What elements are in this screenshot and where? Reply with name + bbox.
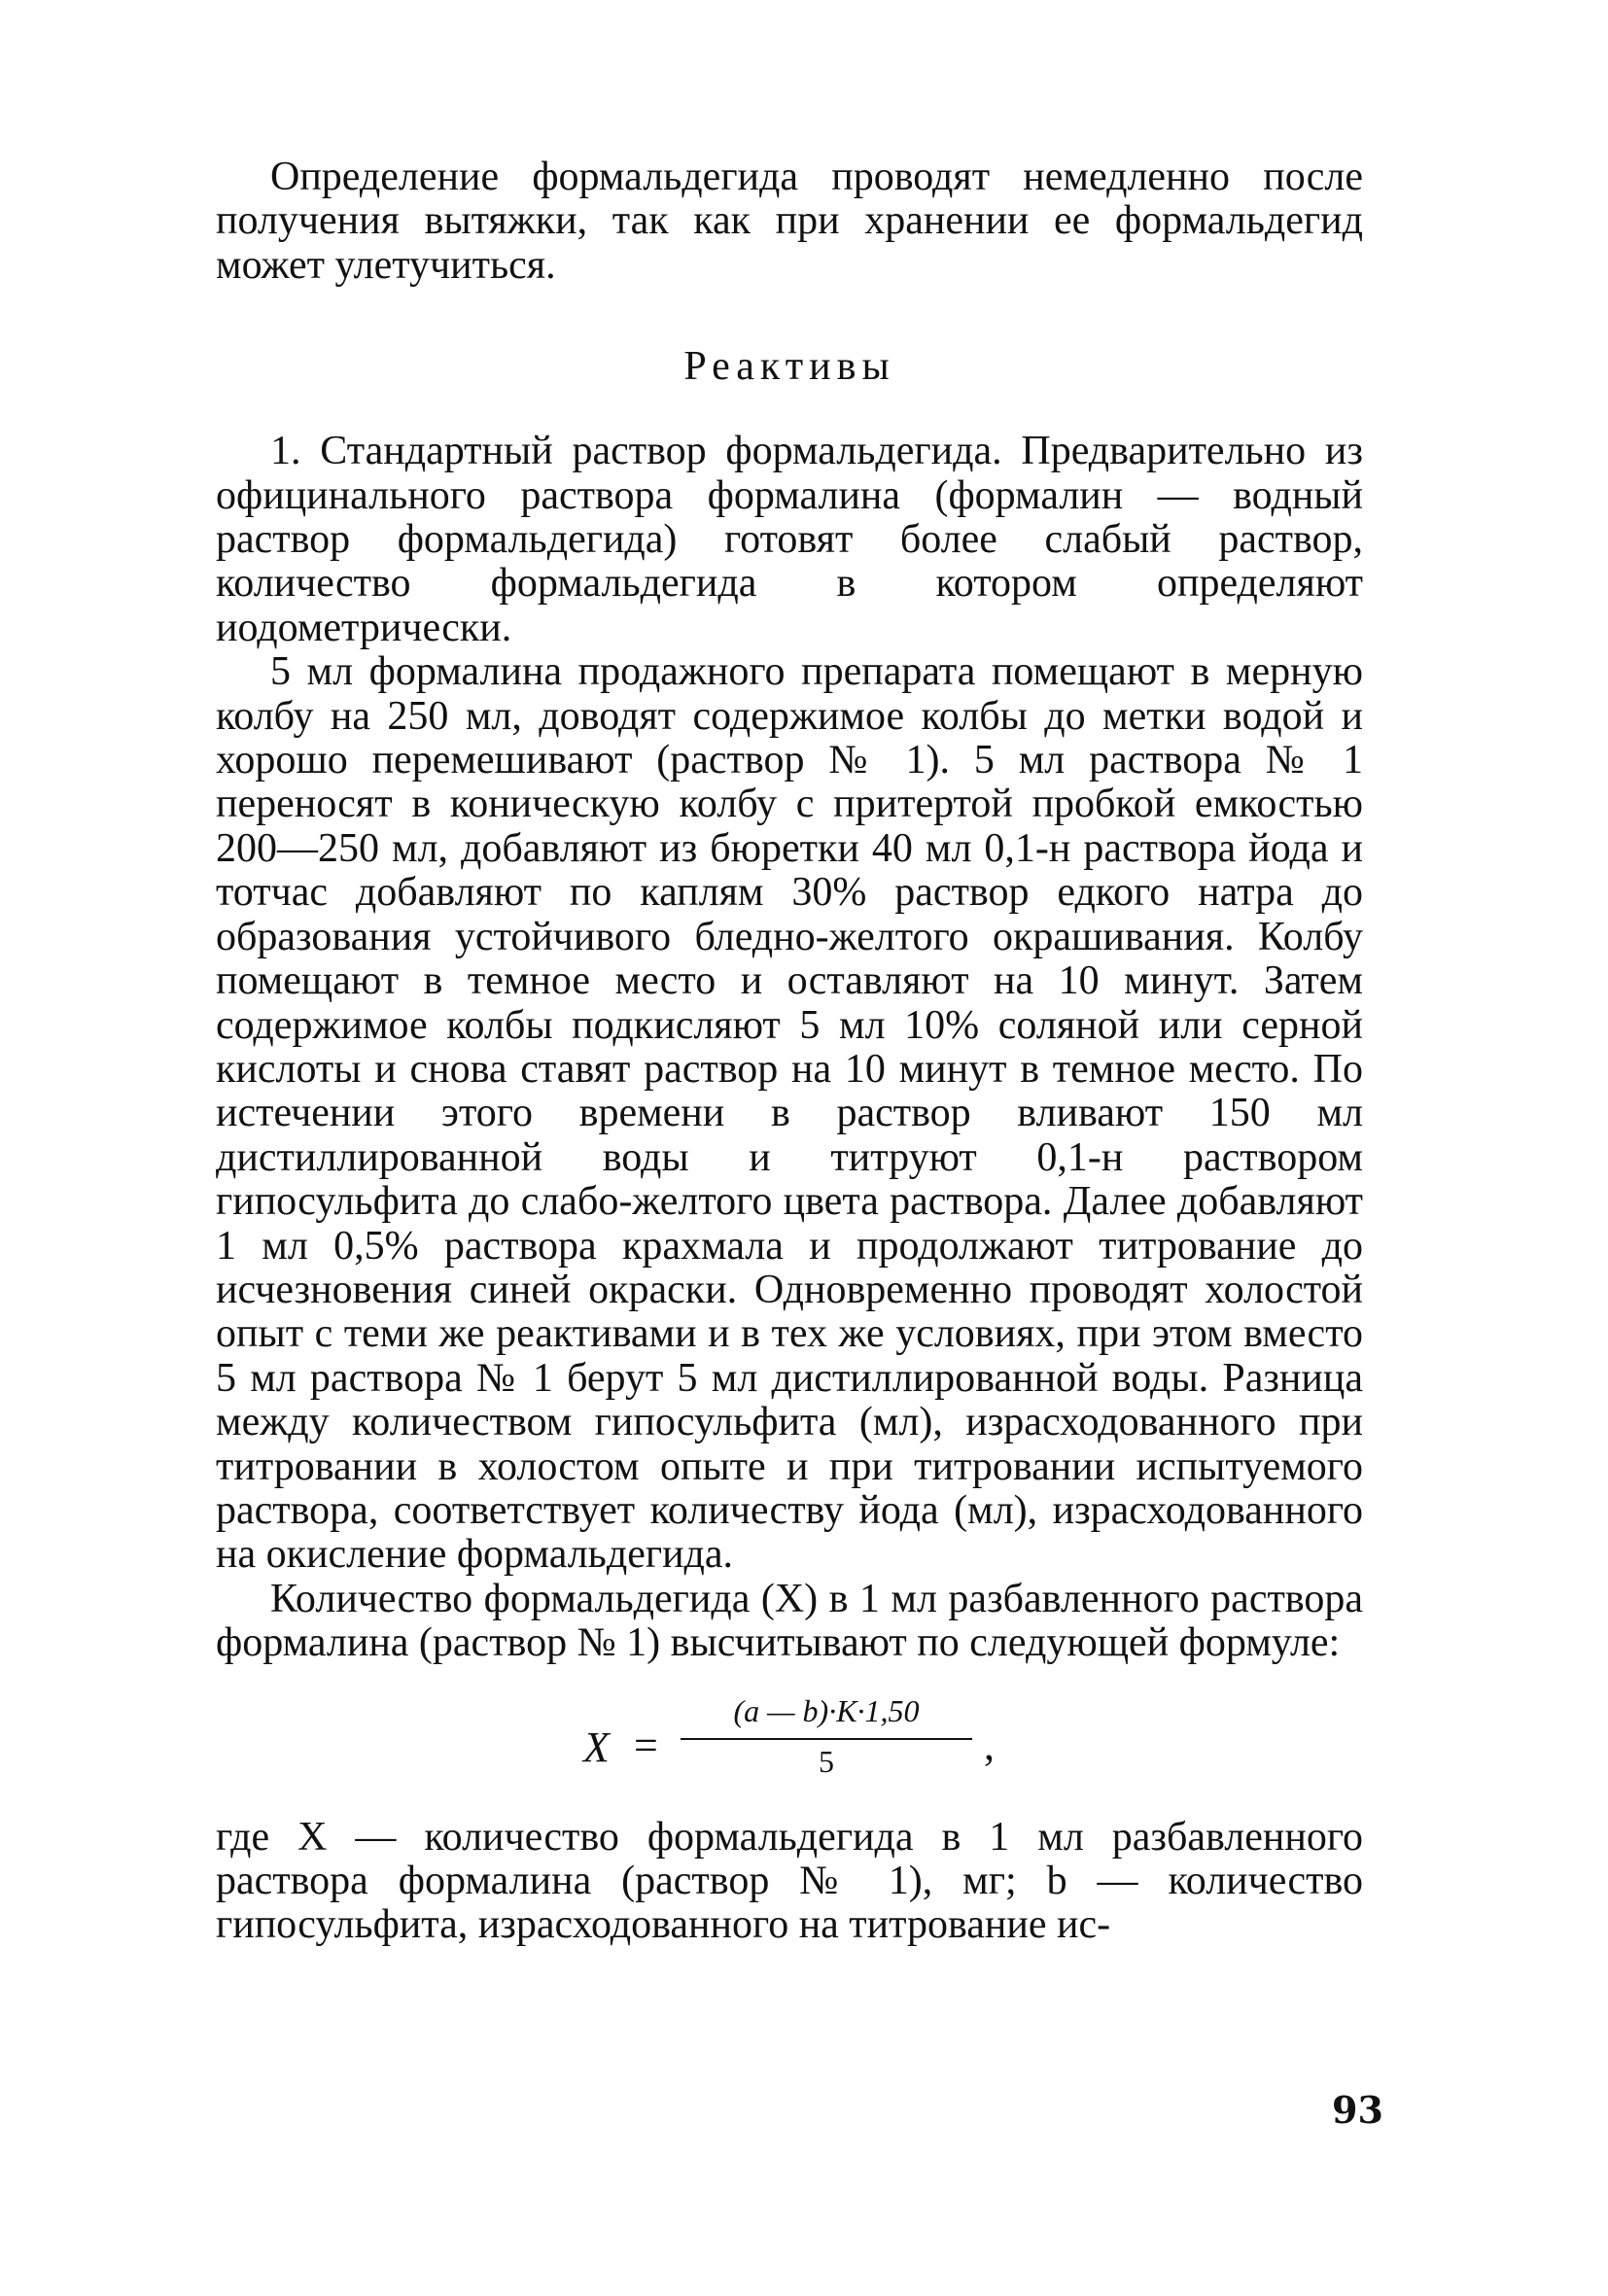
page-number: 93 xyxy=(1332,2088,1383,2132)
page-body xyxy=(216,156,1363,1948)
paragraph-formula-intro: Количество формальдегида (X) в 1 мл разбавленного раствора формалина (раствор № 1) высчитывают по следующей формуле: xyxy=(216,1576,1363,1666)
intro-paragraph: Определение формальдегида проводят немедленно после получения вытяжки, так как при хранении ее формальдегид может улетучиться. xyxy=(216,155,1363,288)
paragraph-after-formula: где X — количество формальдегида в 1 мл разбавленного раствора формалина (раствор № 1), мг; b — количество гипосульфита, израсходованного на титрование ис- xyxy=(216,1814,1363,1948)
formula-denominator: 5 xyxy=(819,1743,834,1779)
section-heading: Реактивы xyxy=(683,344,895,390)
formula-equals: = xyxy=(634,1721,658,1769)
formula-comma: , xyxy=(984,1721,995,1769)
formula-fraction-bar xyxy=(681,1738,972,1740)
formula-numerator: (a — b)·K·1,50 xyxy=(733,1692,920,1728)
formula-lhs: X xyxy=(583,1722,610,1771)
paragraph-procedure: 5 мл формалина продажного препарата помещают в мерную колбу на 250 мл, доводят содержимое колбы до метки водой и хорошо перемешивают (раствор № 1). 5 мл раствора № 1 переносят в коническую колбу с притертой пробкой емкостью 200—250 мл, добавляют из бюретки 40 мл 0,1-н раствора йода и тотчас добавляют по каплям 30% раствор едкого натра до образования устойчивого бледно-желтого окрашивания. Колбу помещают в темное место и оставляют на 10 минут. Затем содержимое колбы подкисляют 5 мл 10% соляной или серной кислоты и снова ставят раствор на 10 минут в темное место. По истечении этого времени в раствор вливают 150 мл дистиллированной воды и титруют 0,1-н раствором гипосульфита до слабо-желтого цвета раствора. Далее добавляют 1 мл 0,5% раствора крахмала и продолжают титрование до исчезновения синей окраски. Одновременно проводят холостой опыт с теми же реактивами и в тех же условиях, при этом вместо 5 мл раствора № 1 берут 5 мл дистиллированной воды. Разница между количеством гипосульфита (мл), израсходованного при титровании в холостом опыте и при титровании испытуемого раствора, соответствует количеству йода (мл), израсходованного на окисление формальдегида. xyxy=(216,649,1363,1578)
paragraph-standard-solution: 1. Стандартный раствор формальдегида. Предварительно из официнального раствора формалина (формалин — водный раствор формальдегида) готовят более слабый раствор, количество формальдегида в котором определяют иодометрически. xyxy=(216,429,1363,650)
formula xyxy=(216,1691,1363,1798)
